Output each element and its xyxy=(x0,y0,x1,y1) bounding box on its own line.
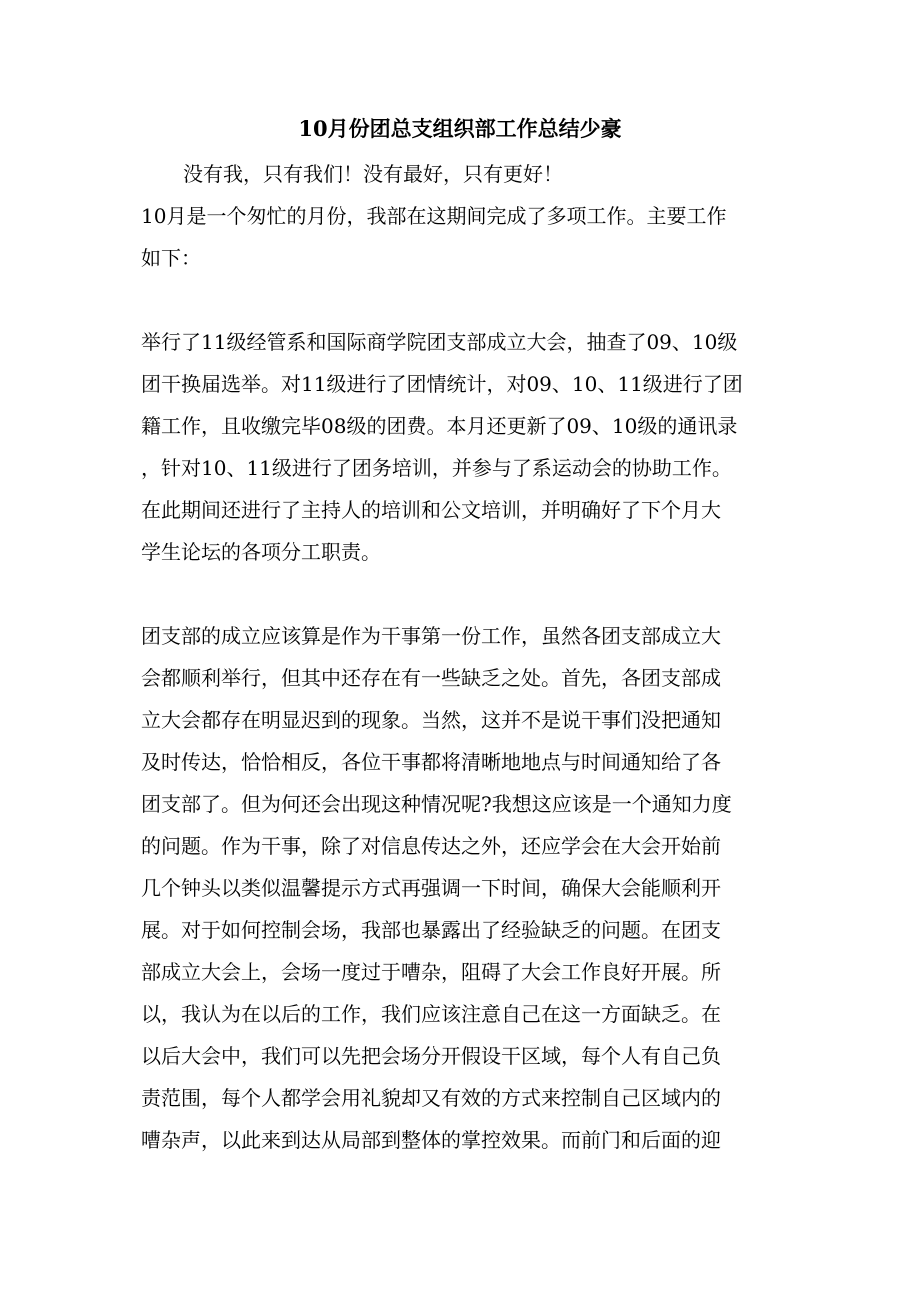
paragraph-line: 嘈杂声，以此来到达从局部到整体的掌控效果。而前门和后面的迎 xyxy=(141,1128,721,1152)
paragraph-line: 团干换届选举。对11级进行了团情统计，对09、10、11级进行了团 xyxy=(141,372,743,396)
paragraph-line: 立大会都存在明显迟到的现象。当然，这并不是说干事们没把通知 xyxy=(141,708,721,732)
motto-line: 没有我，只有我们！没有最好，只有更好！ xyxy=(183,162,563,186)
paragraph-line: 及时传达，恰恰相反，各位干事都将清晰地地点与时间通知给了各 xyxy=(141,750,721,774)
paragraph-line: 的问题。作为干事，除了对信息传达之外，还应学会在大会开始前 xyxy=(141,834,721,858)
paragraph-line: 部成立大会上，会场一度过于嘈杂，阻碍了大会工作良好开展。所 xyxy=(141,960,721,984)
paragraph-line: ，针对10、11级进行了团务培训，并参与了系运动会的协助工作。 xyxy=(141,456,732,480)
paragraph-line: 举行了11级经管系和国际商学院团支部成立大会，抽查了09、10级 xyxy=(141,330,738,354)
paragraph-line: 团支部的成立应该算是作为干事第一份工作，虽然各团支部成立大 xyxy=(141,624,721,648)
paragraph-line: 几个钟头以类似温馨提示方式再强调一下时间，确保大会能顺利开 xyxy=(141,876,721,900)
paragraph-line: 以后大会中，我们可以先把会场分开假设干区域，每个人有自己负 xyxy=(141,1044,721,1068)
paragraph-line: 会都顺利举行，但其中还存在有一些缺乏之处。首先，各团支部成 xyxy=(141,666,721,690)
intro-line: 10月是一个匆忙的月份，我部在这期间完成了多项工作。主要工作 xyxy=(141,204,727,228)
paragraph-line: 在此期间还进行了主持人的培训和公文培训，并明确好了下个月大 xyxy=(141,498,721,522)
paragraph-line: 团支部了。但为何还会出现这种情况呢?我想这应该是一个通知力度 xyxy=(141,792,732,816)
paragraph-line: 展。对于如何控制会场，我部也暴露出了经验缺乏的问题。在团支 xyxy=(141,918,721,942)
intro-line: 如下： xyxy=(141,246,201,270)
paragraph-line: 责范围，每个人都学会用礼貌却又有效的方式来控制自己区域内的 xyxy=(141,1086,721,1110)
paragraph-line: 以，我认为在以后的工作，我们应该注意自己在这一方面缺乏。在 xyxy=(141,1002,721,1026)
document-title: 10月份团总支组织部工作总结少豪 xyxy=(298,116,622,141)
paragraph-line: 籍工作，且收缴完毕08级的团费。本月还更新了09、10级的通讯录 xyxy=(141,414,738,438)
paragraph-line: 学生论坛的各项分工职责。 xyxy=(141,540,381,564)
